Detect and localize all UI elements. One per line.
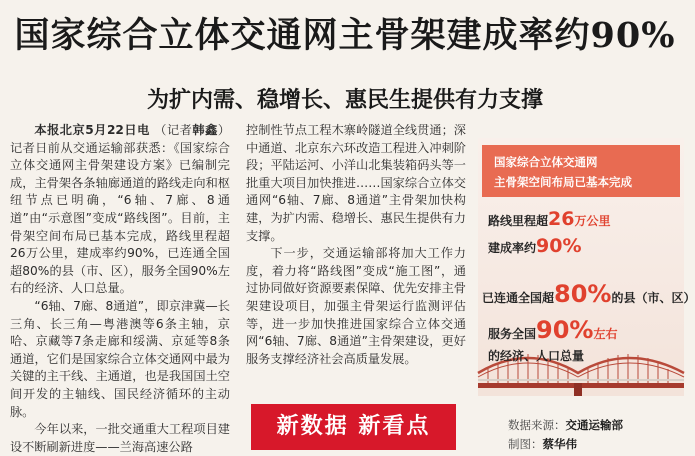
headline: 国家综合立体交通网主骨架建成率约90% (14, 15, 676, 56)
stat-counties: 已连通全国超80%的县（市、区） (482, 280, 695, 308)
stat-service: 服务全国90%左右 (488, 316, 618, 344)
paragraph-1-text: 记者日前从交通运输部获悉：《国家综合立体交通网主骨架建设方案》已编制完成，主骨架各条轴廊通道的路线走向和枢纽节点已明确，“6轴、7廊、8通道”由“示意图”变成“路线图”。目前，主骨架空间布局已基本完成，路线里程超26万公里，建成率约90%，已连通全国超80%的县（市、区），服务全国90%左右的经济、人口总量。 (10, 140, 230, 296)
article-paragraph-2: “6轴、7廊、8通道”，即京津冀—长三角、长三角—粤港澳等6条主轴，京哈、京藏等7条走廊和绥满、京延等8条通道，它们是国家综合立体交通网中最为关键的主干线、主通道，也是我国国土空间开发的主轴线、国民经济循环的主动脉。 (10, 298, 230, 419)
infographic-header (482, 145, 680, 197)
article-paragraph-1 (10, 122, 230, 298)
graphic-credit-value: 蔡华伟 (542, 437, 577, 451)
subheadline: 为扩内需、稳增长、惠民生提供有力支撑 (146, 88, 543, 113)
infographic-header-line-2: 主骨架空间布局已基本完成 (494, 175, 632, 189)
data-source: 数据来源：交通运输部 (508, 418, 623, 432)
stat-completion-value: 90% (536, 235, 582, 257)
stat-mileage: 路线里程超26万公里 (488, 208, 611, 230)
new-data-badge: 新数据 新看点 (251, 404, 456, 450)
stat-mileage-value: 26 (548, 208, 575, 230)
article-column-2 (246, 122, 466, 368)
byline-author: 韩鑫 (192, 123, 218, 137)
bridge-illustration (478, 333, 684, 396)
stat-counties-value: 80% (554, 280, 612, 308)
article-paragraph-3a: 今年以来，一批交通重大工程项目建设不断刷新进度——兰海高速公路 (10, 422, 230, 454)
article-paragraph-4: 下一步，交通运输部将加大工作力度，着力将“路线图”变成“施工图”，通过协同做好资源要素保障、优先安排主骨架建设项目，加强主骨架运行监测评估等，进一步加快推进国家综合立体交通网“6轴、7廊、8通道”主骨架建设，更好服务支撑经济社会高质量发展。 (246, 246, 466, 366)
article-column-1 (10, 122, 230, 452)
infographic (478, 138, 695, 396)
byline: （记者韩鑫） (154, 123, 231, 137)
graphic-credit: 制图：蔡华伟 (508, 437, 577, 451)
stat-service-value: 90% (536, 316, 594, 344)
article-paragraph-3b: 控制性节点工程木寨岭隧道全线贯通；深中通道、北京东六环改造工程进入冲刺阶段；平陆运河、小洋山北集装箱码头等一批重大项目加快推进……国家综合立体交通网“6轴、7廊、8通道”主骨架加快构建，为扩内需、稳增长、惠民生提供有力支撑。 (246, 123, 466, 243)
infographic-header-line-1: 国家综合立体交通网 (494, 155, 598, 169)
dateline: 本报北京5月22日电 (34, 123, 150, 137)
stat-service-line-2: 的经济、人口总量 (488, 349, 585, 363)
stat-completion: 建成率约90% (488, 235, 582, 257)
data-source-value: 交通运输部 (565, 418, 623, 432)
